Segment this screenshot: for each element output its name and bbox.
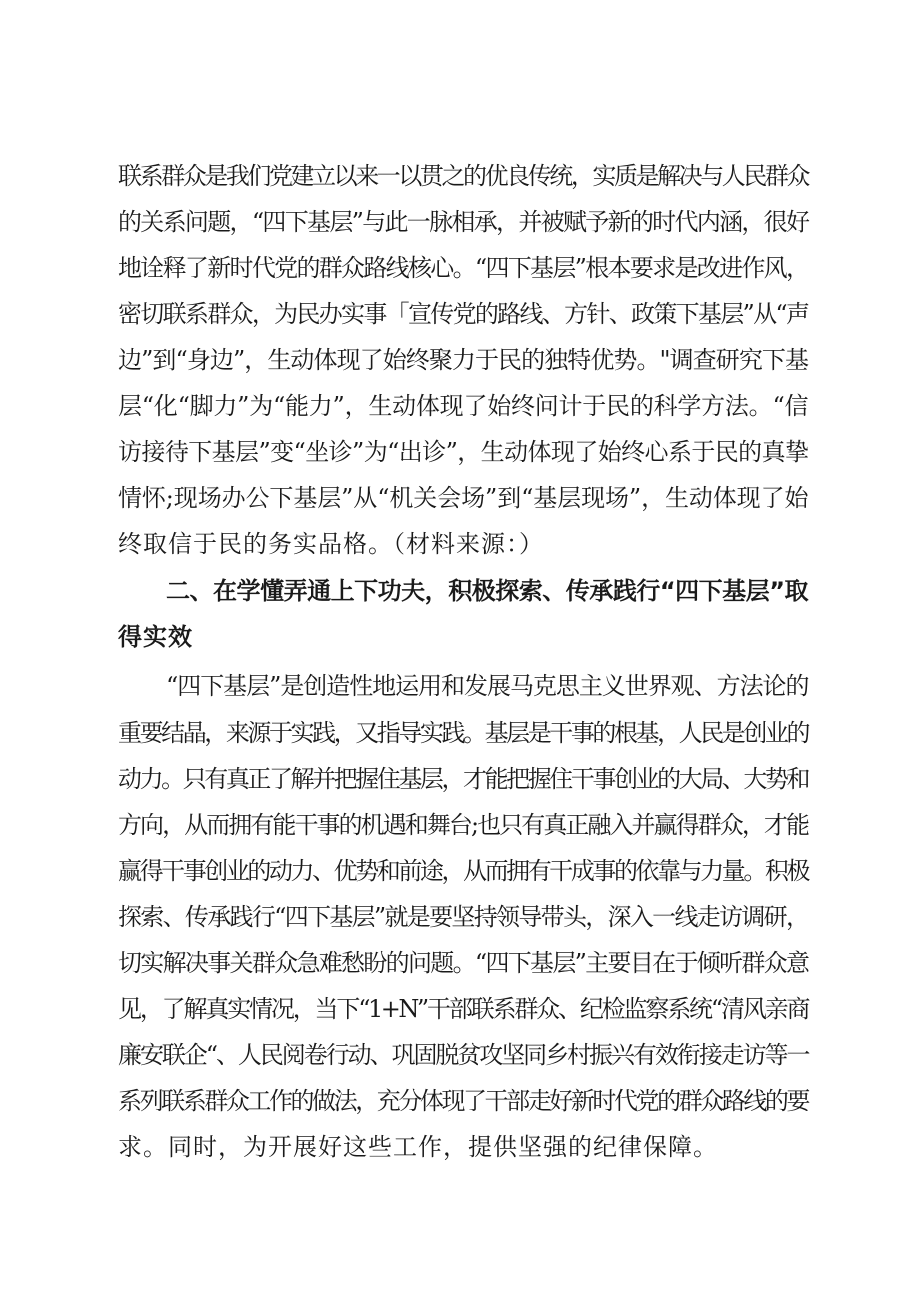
paragraph-1-line: 边”到“身边”，生动体现了始终聚力于民的独特优势。"调查研究下基 bbox=[118, 346, 808, 374]
section-heading-line: 得实效 bbox=[118, 623, 193, 651]
paragraph-2-line: 廉安联企“、人民阅卷行动、巩固脱贫攻坚同乡村振兴有效衔接走访等一 bbox=[118, 1041, 808, 1069]
paragraph-1-line: 地诠释了新时代党的群众路线核心。“四下基层”根本要求是改进作风， bbox=[118, 254, 808, 282]
section-heading-line: 二、在学懂弄通上下功夫，积极探索、传承践行“四下基层”取 bbox=[166, 577, 808, 605]
paragraph-1-line: 层“化“脚力”为“能力”，生动体现了始终问计于民的科学方法。“信 bbox=[118, 392, 808, 420]
paragraph-2-line: “四下基层”是创造性地运用和发展马克思主义世界观、方法论的 bbox=[166, 672, 808, 700]
paragraph-2-line: 赢得干事创业的动力、优势和前途，从而拥有干成事的依靠与力量。积极 bbox=[118, 857, 808, 885]
paragraph-2-line: 切实解决事关群众急难愁盼的问题。“四下基层”主要目在于倾听群众意 bbox=[118, 949, 808, 977]
paragraph-2-line: 重要结晶，来源于实践，又指导实践。基层是干事的根基，人民是创业的 bbox=[118, 719, 808, 747]
paragraph-2-line: 求。同时，为开展好这些工作，提供坚强的纪律保障。 bbox=[118, 1133, 718, 1161]
paragraph-2-line: 方向，从而拥有能干事的机遇和舞台;也只有真正融入并赢得群众，才能 bbox=[118, 811, 808, 839]
paragraph-2-line: 见，了解真实情况，当下“1+N”干部联系群众、纪检监察系统“清风亲商 bbox=[118, 995, 808, 1023]
paragraph-1-line: 密切联系群众，为民办实事「宣传党的路线、方针、政策下基层”从“声 bbox=[118, 300, 808, 328]
paragraph-2-line: 动力。只有真正了解并把握住基层，才能把握住干事创业的大局、大势和 bbox=[118, 765, 808, 793]
paragraph-1-line: 访接待下基层”变“坐诊”为“出诊”，生动体现了始终心系于民的真挚 bbox=[118, 438, 808, 466]
paragraph-1-line: 的关系问题，“四下基层”与此一脉相承，并被赋予新的时代内涵，很好 bbox=[118, 208, 808, 236]
paragraph-1-line: 联系群众是我们党建立以来一以贯之的优良传统，实质是解决与人民群众 bbox=[118, 162, 808, 190]
paragraph-2-line: 探索、传承践行“四下基层”就是要坚持领导带头，深入一线走访调研， bbox=[118, 903, 808, 931]
paragraph-1-line: 终取信于民的务实品格。（材料来源：） bbox=[118, 530, 544, 558]
paragraph-2-line: 系列联系群众工作的做法，充分体现了干部走好新时代党的群众路线的要 bbox=[118, 1087, 808, 1115]
paragraph-1-line: 情怀;现场办公下基层”从“机关会场”到“基层现场”，生动体现了始 bbox=[118, 484, 808, 512]
